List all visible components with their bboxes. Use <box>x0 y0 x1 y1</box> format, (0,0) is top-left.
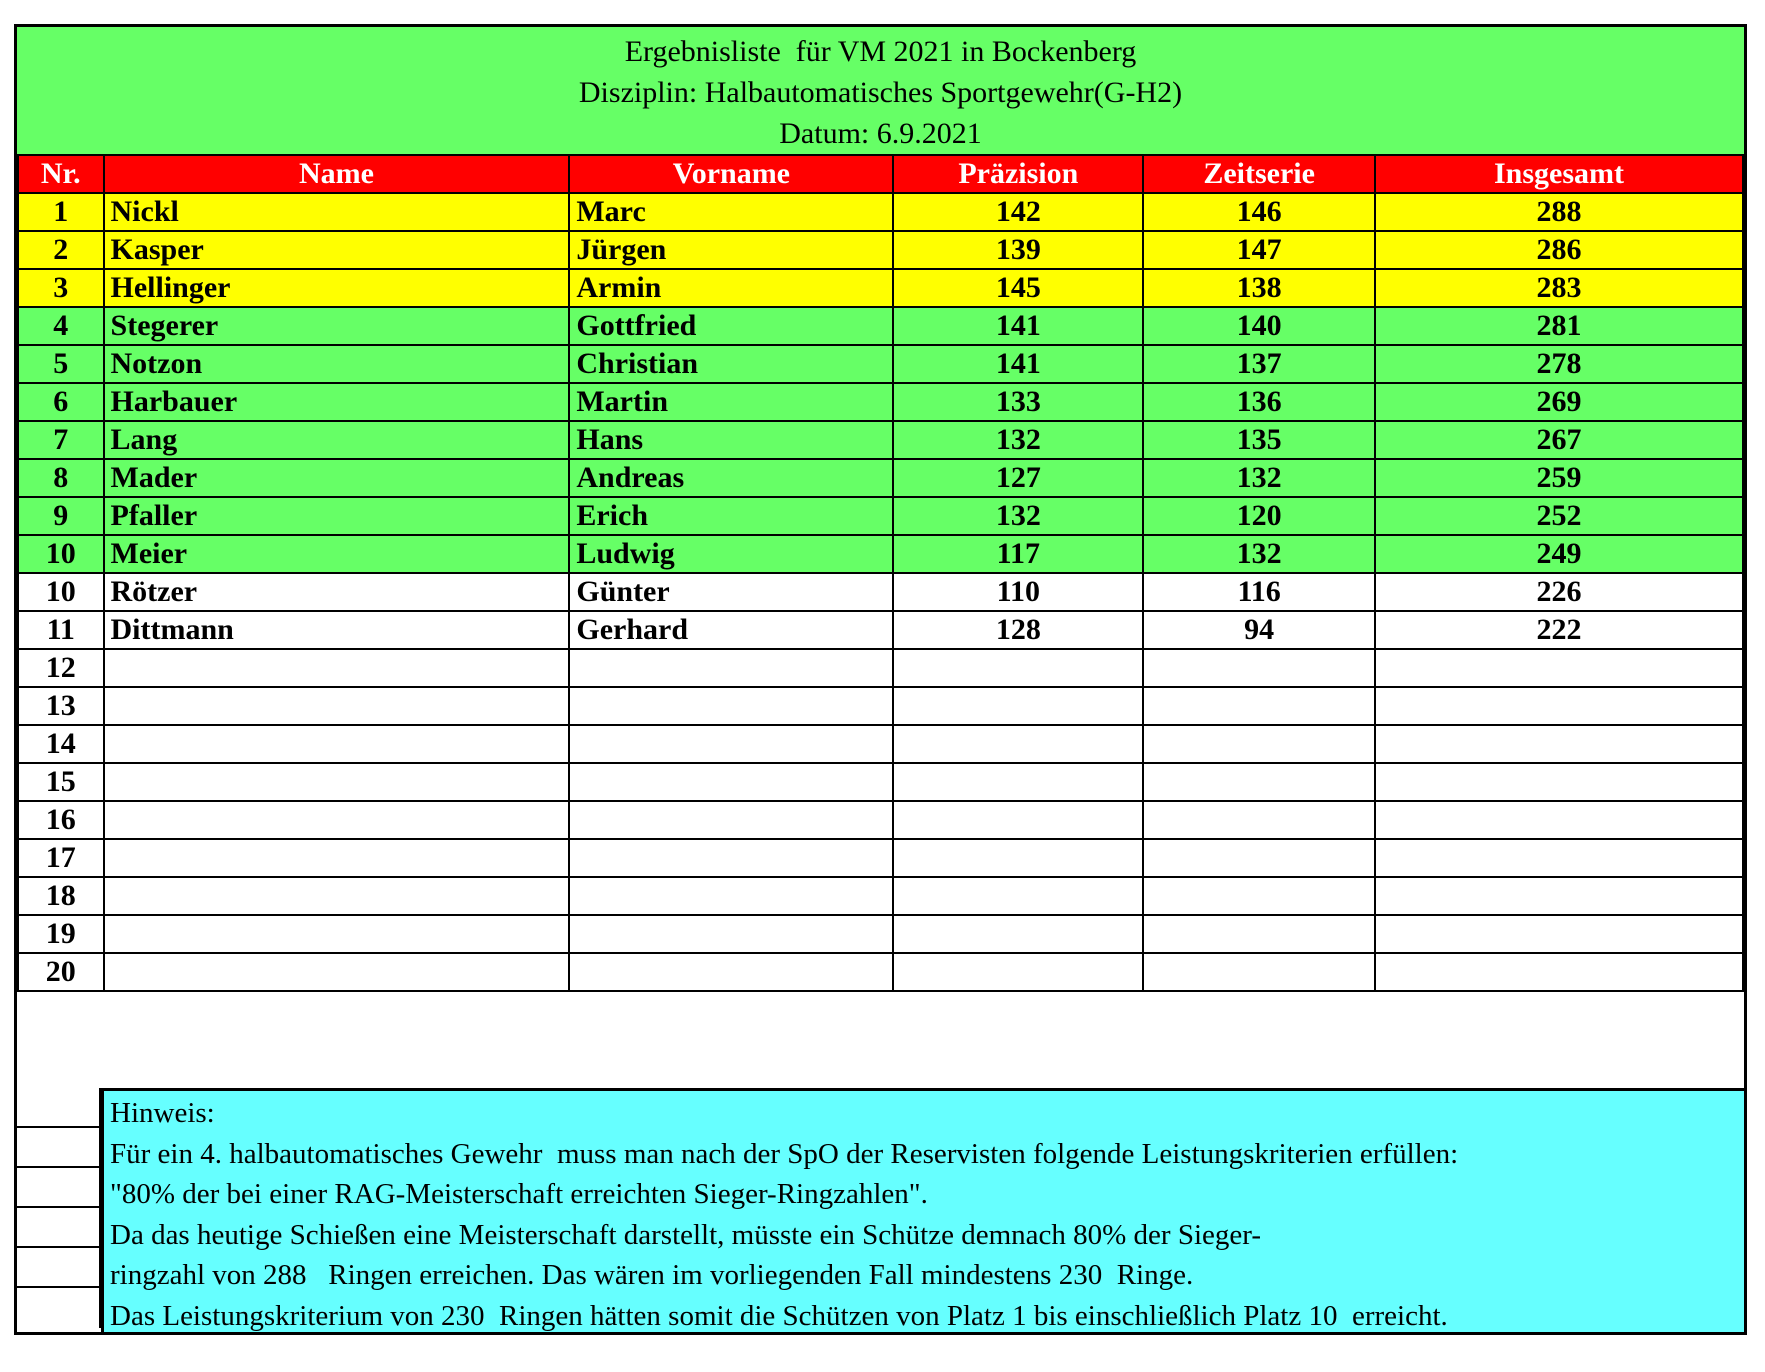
cell-nr: 8 <box>18 459 104 497</box>
cell-vorname <box>569 839 893 877</box>
cell-praezision <box>893 687 1143 725</box>
cell-nr: 20 <box>18 953 104 991</box>
note-line: ringzahl von 288 Ringen erreichen. Das wären im vorliegenden Fall mindestens 230 Ringe. <box>110 1259 1194 1291</box>
cell-zeitserie: 120 <box>1143 497 1375 535</box>
cell-insgesamt: 222 <box>1375 611 1743 649</box>
cell-zeitserie <box>1143 801 1375 839</box>
cell-praezision: 110 <box>893 573 1143 611</box>
cell-vorname: Ludwig <box>569 535 893 573</box>
cell-nr: 9 <box>18 497 104 535</box>
cell-vorname <box>569 725 893 763</box>
cell-vorname <box>569 763 893 801</box>
note-line: Für ein 4. halbautomatisches Gewehr muss man nach der SpO der Reservisten folgende Leistungskriterien erfüllen: <box>110 1137 1459 1170</box>
cell-insgesamt <box>1375 839 1743 877</box>
cell-name: Kasper <box>104 231 570 269</box>
cell-insgesamt <box>1375 953 1743 991</box>
note-line: Das Leistungskriterium von 230 Ringen hätten somit die Schützen von Platz 1 bis einschließlich Platz 10 erreicht. <box>110 1299 1448 1332</box>
cell-zeitserie: 135 <box>1143 421 1375 459</box>
cell-praezision: 128 <box>893 611 1143 649</box>
note-heading: Hinweis: <box>110 1097 215 1129</box>
cell-nr: 12 <box>18 649 104 687</box>
cell-insgesamt <box>1375 687 1743 725</box>
cell-nr: 10 <box>18 535 104 573</box>
cell-vorname: Hans <box>569 421 893 459</box>
cell-praezision: 145 <box>893 269 1143 307</box>
cell-insgesamt: 267 <box>1375 421 1743 459</box>
results-table <box>17 154 1744 992</box>
cell-praezision: 133 <box>893 383 1143 421</box>
cell-praezision: 141 <box>893 307 1143 345</box>
cell-insgesamt: 259 <box>1375 459 1743 497</box>
cell-praezision: 132 <box>893 421 1143 459</box>
cell-nr: 16 <box>18 801 104 839</box>
cell-name <box>104 687 570 725</box>
cell-praezision: 127 <box>893 459 1143 497</box>
cell-vorname: Armin <box>569 269 893 307</box>
cell-praezision <box>893 801 1143 839</box>
cell-insgesamt <box>1375 649 1743 687</box>
cell-nr: 1 <box>18 193 104 231</box>
cell-vorname <box>569 915 893 953</box>
cell-name <box>104 801 570 839</box>
table-row <box>18 345 1743 383</box>
table-row <box>18 801 1743 839</box>
results-sheet <box>14 24 1747 1335</box>
cell-nr: 7 <box>18 421 104 459</box>
cell-praezision: 117 <box>893 535 1143 573</box>
cell-praezision <box>893 763 1143 801</box>
cell-zeitserie: 136 <box>1143 383 1375 421</box>
table-row <box>18 687 1743 725</box>
cell-zeitserie: 146 <box>1143 193 1375 231</box>
cell-vorname: Andreas <box>569 459 893 497</box>
table-row <box>18 953 1743 991</box>
cell-insgesamt: 281 <box>1375 307 1743 345</box>
table-row <box>18 725 1743 763</box>
table-row <box>18 839 1743 877</box>
cell-nr: 2 <box>18 231 104 269</box>
result-rows <box>18 193 1743 991</box>
cell-vorname <box>569 649 893 687</box>
cell-insgesamt <box>1375 915 1743 953</box>
cell-name: Harbauer <box>104 383 570 421</box>
cell-nr: 19 <box>18 915 104 953</box>
cell-insgesamt <box>1375 725 1743 763</box>
cell-insgesamt: 283 <box>1375 269 1743 307</box>
cell-praezision <box>893 877 1143 915</box>
table-row <box>18 877 1743 915</box>
cell-vorname: Günter <box>569 573 893 611</box>
cell-vorname: Jürgen <box>569 231 893 269</box>
title-block <box>17 27 1744 154</box>
cell-insgesamt <box>1375 877 1743 915</box>
table-row <box>18 231 1743 269</box>
cell-nr: 15 <box>18 763 104 801</box>
table-row <box>18 497 1743 535</box>
header-praezision: Präzision <box>893 155 1143 193</box>
cell-insgesamt <box>1375 763 1743 801</box>
cell-name: Meier <box>104 535 570 573</box>
cell-insgesamt: 252 <box>1375 497 1743 535</box>
table-row <box>18 459 1743 497</box>
note-line: Da das heutige Schießen eine Meisterschaft darstellt, müsste ein Schütze demnach 80% der Sieger- <box>110 1218 1261 1251</box>
cell-praezision <box>893 953 1143 991</box>
cell-name <box>104 953 570 991</box>
cell-name: Dittmann <box>104 611 570 649</box>
side-cell <box>17 1128 101 1168</box>
cell-vorname <box>569 801 893 839</box>
cell-zeitserie <box>1143 649 1375 687</box>
note-line: "80% der bei einer RAG-Meisterschaft erreichten Sieger-Ringzahlen". <box>110 1178 928 1210</box>
cell-name: Lang <box>104 421 570 459</box>
cell-insgesamt: 249 <box>1375 535 1743 573</box>
header-zeitserie: Zeitserie <box>1143 155 1375 193</box>
table-row <box>18 611 1743 649</box>
cell-zeitserie: 132 <box>1143 459 1375 497</box>
cell-praezision <box>893 915 1143 953</box>
cell-zeitserie: 132 <box>1143 535 1375 573</box>
cell-zeitserie: 137 <box>1143 345 1375 383</box>
cell-vorname <box>569 953 893 991</box>
side-cell <box>17 1088 101 1128</box>
cell-vorname: Gottfried <box>569 307 893 345</box>
side-cell <box>17 1288 101 1328</box>
title-date: Datum: 6.9.2021 <box>779 117 982 150</box>
cell-insgesamt: 278 <box>1375 345 1743 383</box>
cell-vorname <box>569 687 893 725</box>
table-row <box>18 763 1743 801</box>
cell-nr: 3 <box>18 269 104 307</box>
cell-zeitserie <box>1143 839 1375 877</box>
table-row <box>18 421 1743 459</box>
cell-name: Nickl <box>104 193 570 231</box>
cell-zeitserie: 94 <box>1143 611 1375 649</box>
header-vorname: Vorname <box>569 155 893 193</box>
header-nr: Nr. <box>18 155 104 193</box>
cell-zeitserie <box>1143 725 1375 763</box>
cell-praezision: 142 <box>893 193 1143 231</box>
cell-name <box>104 649 570 687</box>
cell-nr: 13 <box>18 687 104 725</box>
cell-zeitserie <box>1143 687 1375 725</box>
cell-name <box>104 839 570 877</box>
table-row <box>18 649 1743 687</box>
cell-zeitserie: 147 <box>1143 231 1375 269</box>
header-name: Name <box>104 155 570 193</box>
cell-name: Pfaller <box>104 497 570 535</box>
header-insgesamt: Insgesamt <box>1375 155 1743 193</box>
cell-zeitserie: 116 <box>1143 573 1375 611</box>
cell-nr: 5 <box>18 345 104 383</box>
cell-praezision <box>893 649 1143 687</box>
cell-name <box>104 763 570 801</box>
cell-name <box>104 877 570 915</box>
cell-name <box>104 915 570 953</box>
cell-praezision <box>893 839 1143 877</box>
cell-vorname: Gerhard <box>569 611 893 649</box>
cell-name: Rötzer <box>104 573 570 611</box>
cell-praezision: 139 <box>893 231 1143 269</box>
cell-praezision: 132 <box>893 497 1143 535</box>
cell-insgesamt: 226 <box>1375 573 1743 611</box>
cell-zeitserie <box>1143 763 1375 801</box>
cell-insgesamt: 288 <box>1375 193 1743 231</box>
cell-nr: 18 <box>18 877 104 915</box>
cell-insgesamt: 286 <box>1375 231 1743 269</box>
cell-vorname <box>569 877 893 915</box>
cell-praezision <box>893 725 1143 763</box>
cell-vorname: Christian <box>569 345 893 383</box>
cell-insgesamt: 269 <box>1375 383 1743 421</box>
table-row <box>18 573 1743 611</box>
table-row <box>18 915 1743 953</box>
side-cell <box>17 1248 101 1288</box>
table-row <box>18 535 1743 573</box>
title-event: Ergebnisliste für VM 2021 in Bockenberg <box>624 35 1137 68</box>
cell-name: Stegerer <box>104 307 570 345</box>
cell-nr: 6 <box>18 383 104 421</box>
table-row <box>18 193 1743 231</box>
cell-praezision: 141 <box>893 345 1143 383</box>
cell-vorname: Erich <box>569 497 893 535</box>
cell-name: Mader <box>104 459 570 497</box>
header-row <box>18 155 1743 193</box>
cell-nr: 14 <box>18 725 104 763</box>
cell-name: Hellinger <box>104 269 570 307</box>
note-box <box>101 1088 1744 1332</box>
side-cell <box>17 1168 101 1208</box>
cell-nr: 10 <box>18 573 104 611</box>
cell-insgesamt <box>1375 801 1743 839</box>
cell-zeitserie: 138 <box>1143 269 1375 307</box>
cell-vorname: Martin <box>569 383 893 421</box>
side-cell <box>17 1208 101 1248</box>
cell-nr: 17 <box>18 839 104 877</box>
cell-zeitserie: 140 <box>1143 307 1375 345</box>
cell-zeitserie <box>1143 953 1375 991</box>
cell-vorname: Marc <box>569 193 893 231</box>
title-discipline: Disziplin: Halbautomatisches Sportgewehr(G-H2) <box>578 76 1183 109</box>
table-row <box>18 307 1743 345</box>
note-side-cells <box>17 1088 101 1332</box>
cell-nr: 11 <box>18 611 104 649</box>
cell-name: Notzon <box>104 345 570 383</box>
cell-zeitserie <box>1143 877 1375 915</box>
table-row <box>18 383 1743 421</box>
cell-nr: 4 <box>18 307 104 345</box>
cell-name <box>104 725 570 763</box>
table-row <box>18 269 1743 307</box>
cell-zeitserie <box>1143 915 1375 953</box>
